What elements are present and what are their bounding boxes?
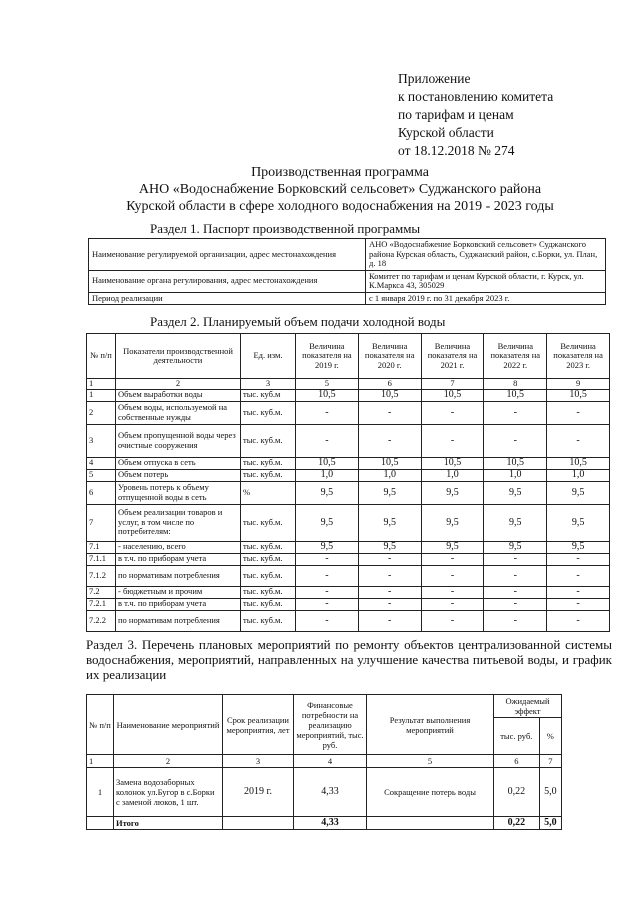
section3-heading: Раздел 3. Перечень плановых мероприятий по ремонту объектов централизованной системы водоснабжения, мероприятий, направленных на улучшение качества питьевой воды, и график их реализации bbox=[86, 637, 612, 682]
table-cell: тыс. куб.м. bbox=[241, 457, 296, 469]
table-cell: Сокращение потерь воды bbox=[367, 768, 494, 817]
column-number: 2 bbox=[116, 379, 241, 390]
total-eff-rub: 0,22 bbox=[494, 817, 540, 830]
table-cell: - bbox=[484, 401, 547, 424]
table-row bbox=[87, 457, 610, 469]
table-cell: 2019 г. bbox=[223, 768, 294, 817]
volume-table bbox=[86, 333, 610, 632]
header-cell: Ед. изм. bbox=[241, 334, 296, 379]
total-label: Итого bbox=[114, 817, 223, 830]
table-cell: 7.1 bbox=[87, 541, 116, 553]
table-cell: - bbox=[358, 598, 421, 610]
table-cell: 9,5 bbox=[296, 504, 359, 541]
table-cell: 10,5 bbox=[421, 389, 484, 401]
column-number: 3 bbox=[241, 379, 296, 390]
column-number-row bbox=[87, 755, 562, 768]
table-cell: с 1 января 2019 г. по 31 декабря 2023 г. bbox=[366, 292, 606, 305]
table-cell: Объем потерь bbox=[116, 469, 241, 481]
total-finance: 4,33 bbox=[294, 817, 367, 830]
table-cell: тыс. куб.м. bbox=[241, 610, 296, 631]
table-cell bbox=[87, 817, 114, 830]
table-cell: тыс. куб.м. bbox=[241, 424, 296, 457]
header-cell: № п/п bbox=[87, 334, 116, 379]
table-cell: 7.1.2 bbox=[87, 565, 116, 586]
table-cell bbox=[223, 817, 294, 830]
table-cell: - bbox=[296, 401, 359, 424]
table-cell: 1 bbox=[87, 389, 116, 401]
header-cell: Показатели производственной деятельности bbox=[116, 334, 241, 379]
header-cell: Финансовые потребности на реализацию мероприятий, тыс. руб. bbox=[294, 695, 367, 755]
table-cell: 1,0 bbox=[421, 469, 484, 481]
table-cell: - bbox=[296, 598, 359, 610]
table-row bbox=[87, 768, 562, 817]
table-cell: тыс. куб.м. bbox=[241, 401, 296, 424]
table-cell: 5 bbox=[87, 469, 116, 481]
table-cell: 7 bbox=[87, 504, 116, 541]
column-number: 8 bbox=[484, 379, 547, 390]
table-cell: 1,0 bbox=[296, 469, 359, 481]
table-cell bbox=[367, 817, 494, 830]
table-cell: - bbox=[358, 424, 421, 457]
table-cell: - населению, всего bbox=[116, 541, 241, 553]
table-cell: АНО «Водоснабжение Борковский сельсовет» Суджанского района Курская область, Суджанский район, с.Борки, ул. План, д. 18 bbox=[366, 239, 606, 271]
table-cell: 1,0 bbox=[547, 469, 610, 481]
table-cell: Объем пропущенной воды через очистные сооружения bbox=[116, 424, 241, 457]
header-cell: Результат выполнения мероприятий bbox=[367, 695, 494, 755]
table-cell: 4 bbox=[87, 457, 116, 469]
table-cell: 9,5 bbox=[547, 541, 610, 553]
appendix-line: Курской области bbox=[398, 125, 494, 140]
header-cell: Величина показателя на 2022 г. bbox=[484, 334, 547, 379]
table-row bbox=[87, 598, 610, 610]
table-cell: 9,5 bbox=[358, 504, 421, 541]
table-cell: 9,5 bbox=[421, 481, 484, 504]
title-line: Курской области в сфере холодного водоснабжения на 2019 - 2023 годы bbox=[126, 199, 554, 214]
table-row bbox=[87, 504, 610, 541]
header-cell: Наименование мероприятий bbox=[114, 695, 223, 755]
table-cell: Период реализации bbox=[89, 292, 366, 305]
header-cell: тыс. руб. bbox=[494, 718, 540, 755]
header-cell: Ожидаемый эффект bbox=[494, 695, 562, 718]
table-cell: - bbox=[421, 586, 484, 598]
header-cell: Величина показателя на 2023 г. bbox=[547, 334, 610, 379]
table-cell: - bbox=[484, 424, 547, 457]
table-cell: тыс. куб.м bbox=[241, 389, 296, 401]
table-cell: - bbox=[484, 553, 547, 565]
table-cell: 3 bbox=[87, 424, 116, 457]
table-cell: 10,5 bbox=[484, 389, 547, 401]
table-cell: - bbox=[547, 401, 610, 424]
table-cell: 9,5 bbox=[547, 504, 610, 541]
table-row bbox=[87, 553, 610, 565]
table-cell: - bbox=[547, 553, 610, 565]
table-cell: - bbox=[421, 610, 484, 631]
table-row bbox=[87, 389, 610, 401]
header-cell: Величина показателя на 2019 г. bbox=[296, 334, 359, 379]
table-cell: тыс. куб.м. bbox=[241, 553, 296, 565]
table-cell: - bbox=[484, 610, 547, 631]
table-cell: - бюджетным и прочим bbox=[116, 586, 241, 598]
column-number: 7 bbox=[421, 379, 484, 390]
table-cell: - bbox=[358, 610, 421, 631]
table-cell: 10,5 bbox=[547, 457, 610, 469]
table-cell: - bbox=[484, 598, 547, 610]
table-cell: Наименование регулируемой организации, адрес местонахождения bbox=[89, 239, 366, 271]
table-cell: Объем выработки воды bbox=[116, 389, 241, 401]
table-cell: Объем реализации товаров и услуг, в том числе по потребителям: bbox=[116, 504, 241, 541]
table-cell: тыс. куб.м. bbox=[241, 586, 296, 598]
table-cell: - bbox=[421, 553, 484, 565]
table-cell: в т.ч. по приборам учета bbox=[116, 598, 241, 610]
table-row bbox=[87, 469, 610, 481]
table-cell: - bbox=[296, 565, 359, 586]
column-number: 1 bbox=[87, 379, 116, 390]
table-row bbox=[87, 424, 610, 457]
table-cell: 10,5 bbox=[358, 457, 421, 469]
table-cell: Комитет по тарифам и ценам Курской области, г. Курск, ул. К.Маркса 43, 305029 bbox=[366, 270, 606, 292]
table-row bbox=[87, 541, 610, 553]
measures-table bbox=[86, 694, 562, 830]
table-cell: по нормативам потребления bbox=[116, 565, 241, 586]
column-number: 6 bbox=[358, 379, 421, 390]
table-cell: - bbox=[296, 610, 359, 631]
table-cell: % bbox=[241, 481, 296, 504]
column-number: 1 bbox=[87, 755, 114, 768]
table-header-row bbox=[87, 695, 562, 718]
table-cell: - bbox=[296, 424, 359, 457]
column-number: 6 bbox=[494, 755, 540, 768]
title-line: Производственная программа bbox=[251, 165, 429, 180]
column-number: 5 bbox=[367, 755, 494, 768]
table-cell: 9,5 bbox=[484, 504, 547, 541]
table-cell: - bbox=[547, 610, 610, 631]
appendix-line: Приложение bbox=[398, 71, 471, 86]
table-cell: - bbox=[421, 565, 484, 586]
column-number: 3 bbox=[223, 755, 294, 768]
table-cell: - bbox=[547, 598, 610, 610]
table-cell: 2 bbox=[87, 401, 116, 424]
table-cell: Объем отпуска в сеть bbox=[116, 457, 241, 469]
document-title bbox=[60, 164, 620, 215]
table-cell: - bbox=[296, 553, 359, 565]
title-line: АНО «Водоснабжение Борковский сельсовет» Суджанского района bbox=[138, 182, 542, 197]
table-cell: 7.1.1 bbox=[87, 553, 116, 565]
table-cell: тыс. куб.м. bbox=[241, 598, 296, 610]
header-cell: Срок реализации мероприятия, лет bbox=[223, 695, 294, 755]
section1-heading: Раздел 1. Паспорт производственной программы bbox=[150, 221, 421, 236]
appendix-line: к постановлению комитета bbox=[398, 89, 554, 104]
table-cell: Объем воды, используемой на собственные нужды bbox=[116, 401, 241, 424]
table-cell: 10,5 bbox=[296, 457, 359, 469]
table-cell: тыс. куб.м. bbox=[241, 565, 296, 586]
table-cell: 9,5 bbox=[358, 481, 421, 504]
table-cell: 1,0 bbox=[358, 469, 421, 481]
table-cell: - bbox=[296, 586, 359, 598]
section2-heading: Раздел 2. Планируемый объем подачи холодной воды bbox=[150, 314, 446, 329]
table-cell: - bbox=[547, 424, 610, 457]
column-number: 5 bbox=[296, 379, 359, 390]
column-number-row bbox=[87, 379, 610, 390]
column-number: 4 bbox=[294, 755, 367, 768]
table-cell: - bbox=[421, 401, 484, 424]
header-cell: Величина показателя на 2021 г. bbox=[421, 334, 484, 379]
table-cell: тыс. куб.м. bbox=[241, 469, 296, 481]
table-cell: 10,5 bbox=[547, 389, 610, 401]
table-row bbox=[87, 565, 610, 586]
table-cell: - bbox=[358, 565, 421, 586]
table-cell: 10,5 bbox=[421, 457, 484, 469]
table-cell: по нормативам потребления bbox=[116, 610, 241, 631]
table-row bbox=[87, 401, 610, 424]
table-row bbox=[89, 270, 606, 292]
table-cell: 5,0 bbox=[539, 768, 561, 817]
appendix-block bbox=[398, 70, 628, 160]
table-header-row bbox=[87, 334, 610, 379]
table-row bbox=[89, 292, 606, 305]
appendix-line: по тарифам и ценам bbox=[398, 107, 514, 122]
column-number: 2 bbox=[114, 755, 223, 768]
table-cell: 9,5 bbox=[547, 481, 610, 504]
table-cell: 7.2 bbox=[87, 586, 116, 598]
table-cell: - bbox=[421, 598, 484, 610]
table-cell: 10,5 bbox=[296, 389, 359, 401]
table-cell: - bbox=[484, 586, 547, 598]
table-cell: - bbox=[421, 424, 484, 457]
table-cell: 0,22 bbox=[494, 768, 540, 817]
table-cell: 6 bbox=[87, 481, 116, 504]
table-cell: 9,5 bbox=[296, 481, 359, 504]
column-number: 9 bbox=[547, 379, 610, 390]
table-row bbox=[89, 239, 606, 271]
table-cell: - bbox=[547, 565, 610, 586]
passport-table bbox=[88, 238, 606, 305]
table-row bbox=[87, 610, 610, 631]
header-cell: Величина показателя на 2020 г. bbox=[358, 334, 421, 379]
table-cell: 9,5 bbox=[484, 481, 547, 504]
table-cell: 10,5 bbox=[484, 457, 547, 469]
table-cell: Наименование органа регулирования, адрес местонахождения bbox=[89, 270, 366, 292]
table-cell: 7.2.1 bbox=[87, 598, 116, 610]
table-cell: 1,0 bbox=[484, 469, 547, 481]
header-cell: % bbox=[539, 718, 561, 755]
volume-table-body bbox=[87, 389, 610, 631]
table-cell: - bbox=[358, 586, 421, 598]
table-cell: - bbox=[358, 553, 421, 565]
table-cell: в т.ч. по приборам учета bbox=[116, 553, 241, 565]
table-cell: 9,5 bbox=[296, 541, 359, 553]
appendix-line: от 18.12.2018 № 274 bbox=[398, 143, 515, 158]
table-cell: 9,5 bbox=[484, 541, 547, 553]
table-cell: тыс. куб.м. bbox=[241, 541, 296, 553]
column-number: 7 bbox=[539, 755, 561, 768]
table-cell: Замена водозаборных колонок ул.Бугор в с.Борки с заменой люков, 1 шт. bbox=[114, 768, 223, 817]
table-cell: - bbox=[358, 401, 421, 424]
table-cell: - bbox=[547, 586, 610, 598]
table-row bbox=[87, 586, 610, 598]
table-cell: 1 bbox=[87, 768, 114, 817]
table-cell: 4,33 bbox=[294, 768, 367, 817]
total-eff-pct: 5,0 bbox=[539, 817, 561, 830]
table-cell: 10,5 bbox=[358, 389, 421, 401]
table-cell: 9,5 bbox=[358, 541, 421, 553]
table-cell: 7.2.2 bbox=[87, 610, 116, 631]
table-cell: 9,5 bbox=[421, 541, 484, 553]
table-cell: Уровень потерь к объему отпущенной воды в сеть bbox=[116, 481, 241, 504]
table-cell: - bbox=[484, 565, 547, 586]
table-cell: 9,5 bbox=[421, 504, 484, 541]
table-cell: тыс. куб.м. bbox=[241, 504, 296, 541]
total-row bbox=[87, 817, 562, 830]
header-cell: № п/п bbox=[87, 695, 114, 755]
table-row bbox=[87, 481, 610, 504]
